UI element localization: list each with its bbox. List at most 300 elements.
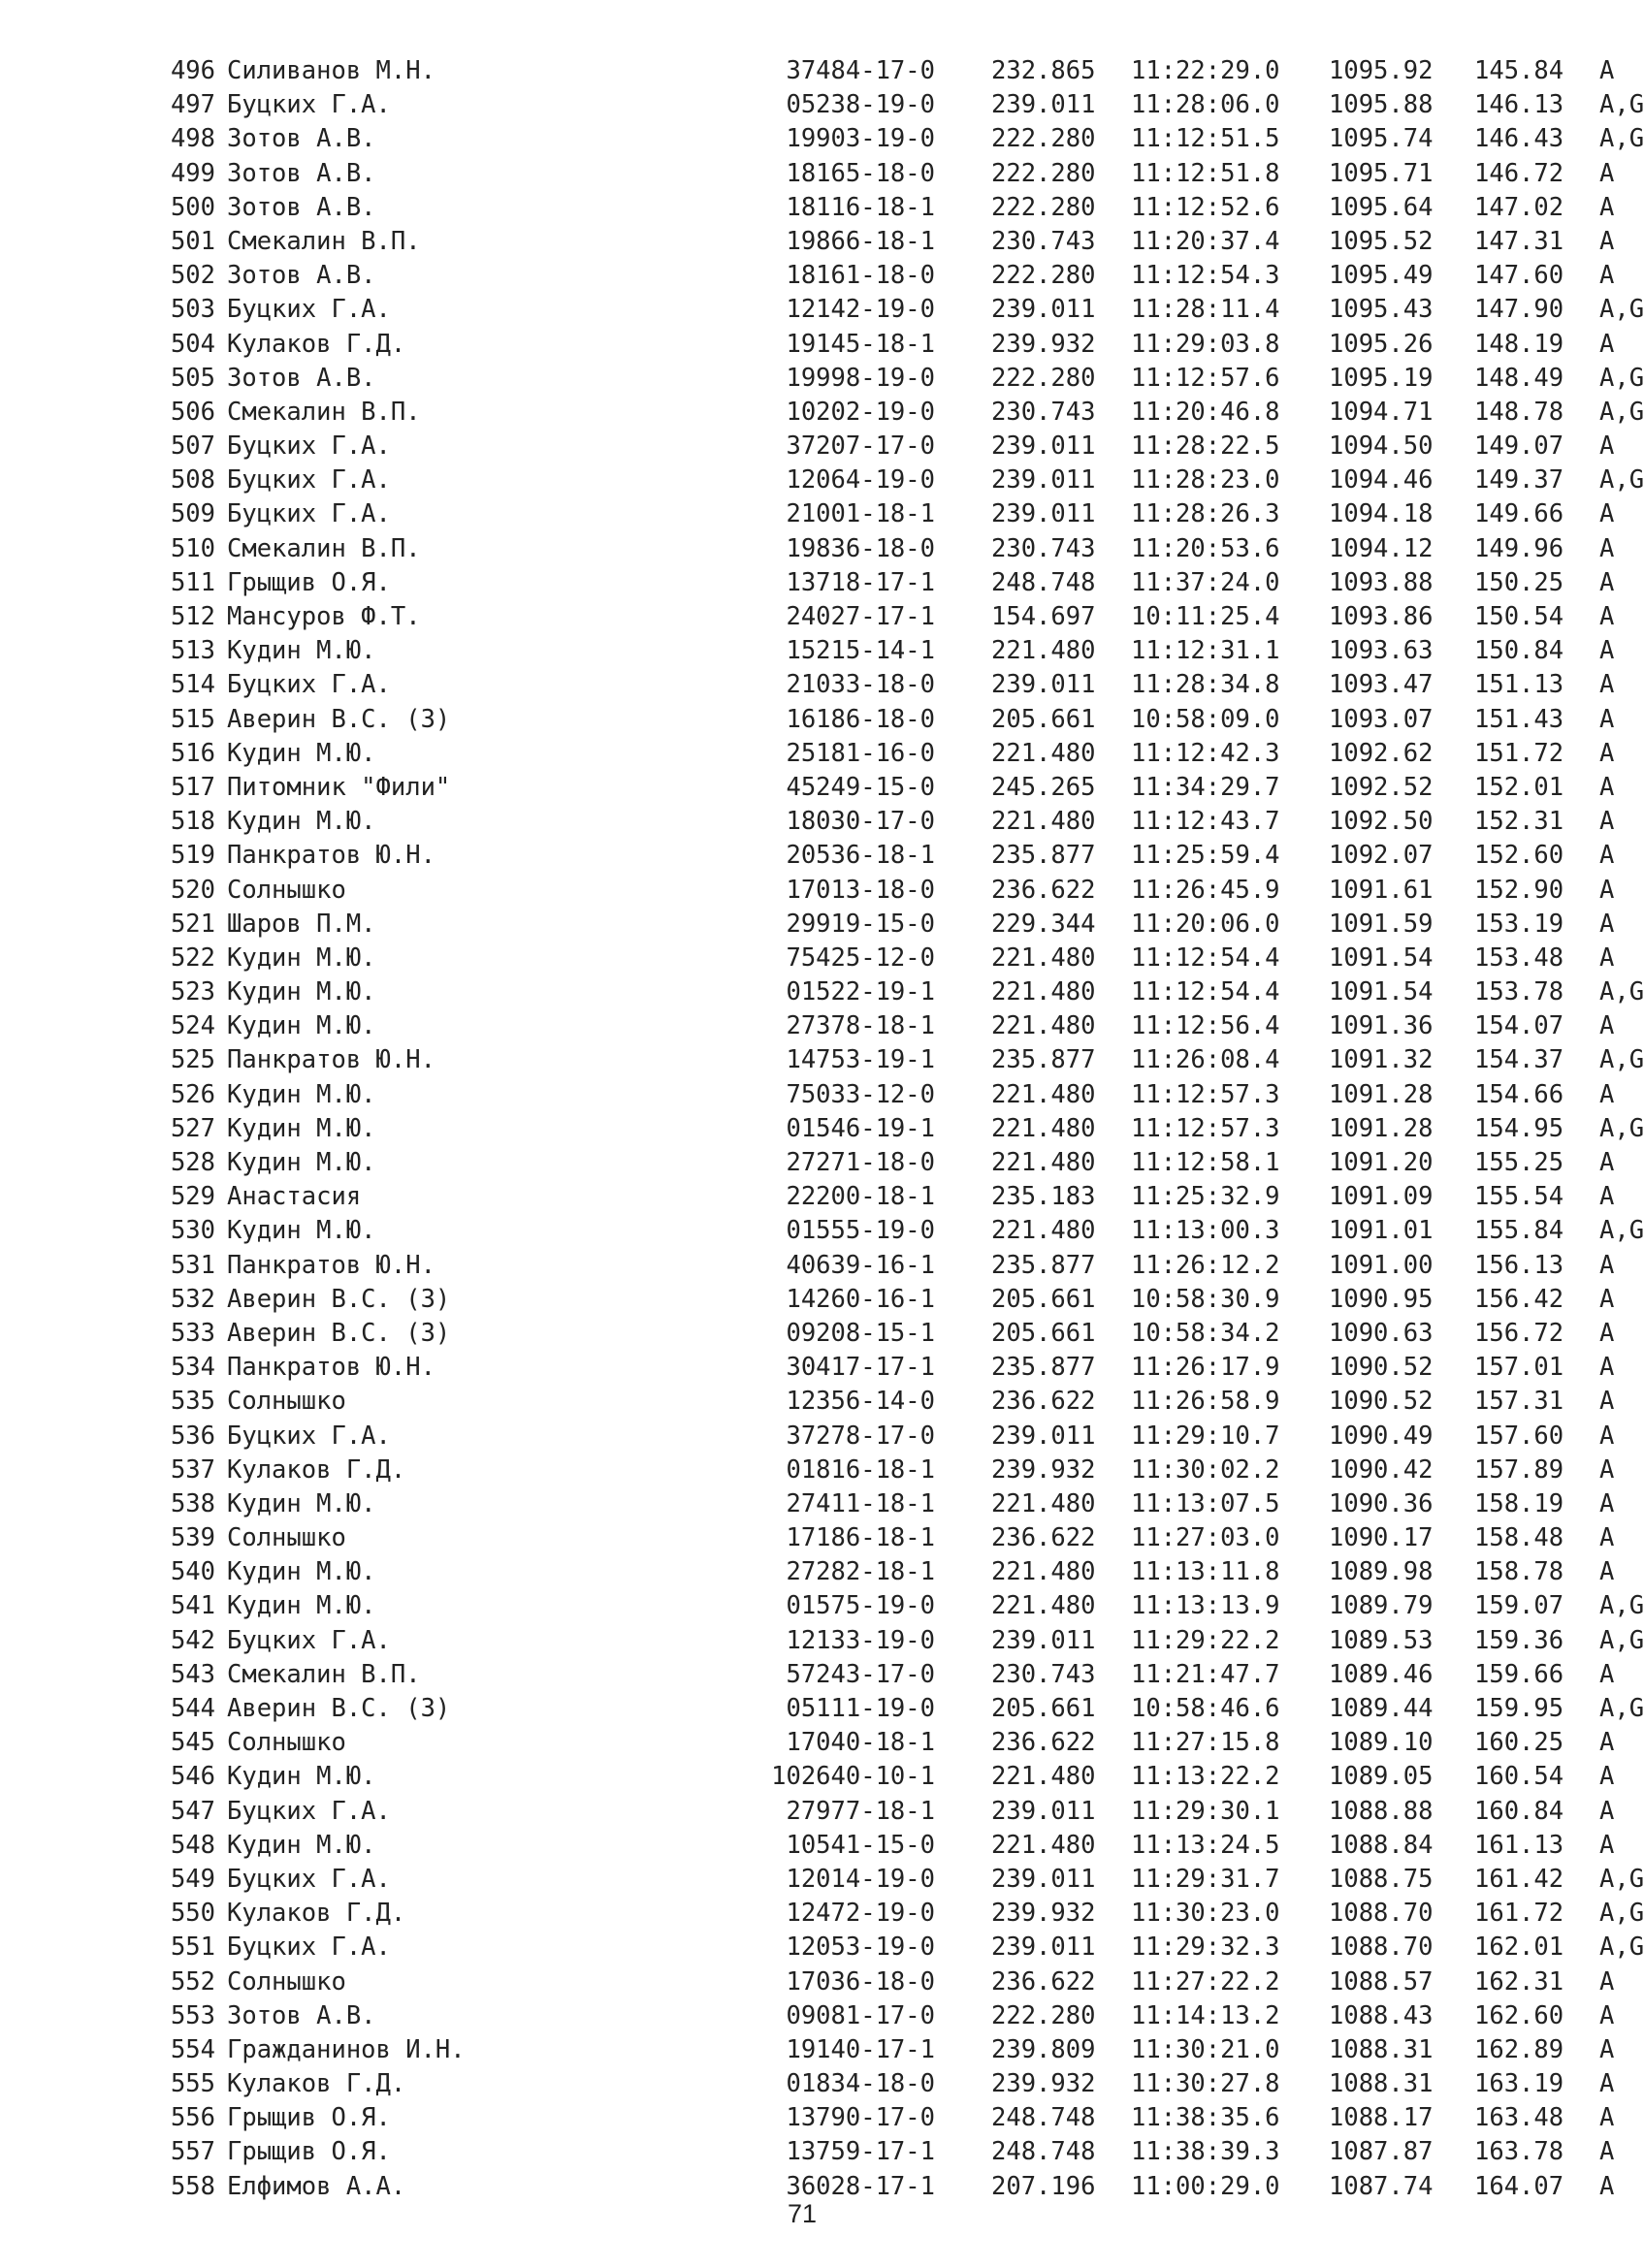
ring-number: 05238-19-0 <box>786 90 935 120</box>
ring-number: 12064-19-0 <box>786 465 935 495</box>
table-row <box>157 157 1615 191</box>
speed: 1088.17 <box>1329 2103 1434 2133</box>
arrival-time: 11:13:13.9 <box>1131 1591 1280 1621</box>
arrival-time: 11:28:26.3 <box>1131 499 1280 529</box>
coefficient: 164.07 <box>1474 2171 1564 2201</box>
row-number: 529 <box>170 1182 215 1212</box>
distance: 222.280 <box>991 192 1096 222</box>
ring-number: 01816-18-1 <box>786 1454 935 1485</box>
ring-number: 13790-17-0 <box>786 2103 935 2133</box>
row-number: 510 <box>170 533 215 563</box>
distance: 239.011 <box>991 1933 1096 1963</box>
owner-name: Солнышко <box>227 1728 346 1758</box>
ring-number: 37278-17-0 <box>786 1421 935 1451</box>
ring-number: 19866-18-1 <box>786 226 935 256</box>
row-number: 528 <box>170 1148 215 1177</box>
ring-number: 16186-18-0 <box>786 704 935 734</box>
arrival-time: 11:21:47.7 <box>1131 1659 1280 1689</box>
flags: A <box>1599 1830 1615 1860</box>
table-row <box>157 1112 1644 1146</box>
owner-name: Кудин М.Ю. <box>227 1011 376 1041</box>
flags: A,G <box>1599 1933 1644 1963</box>
owner-name: Кудин М.Ю. <box>227 1591 376 1621</box>
coefficient: 152.90 <box>1474 875 1564 905</box>
row-number: 537 <box>170 1454 215 1485</box>
ring-number: 27411-18-1 <box>786 1488 935 1518</box>
owner-name: Кудин М.Ю. <box>227 977 376 1007</box>
ring-number: 18116-18-1 <box>786 192 935 222</box>
speed: 1088.31 <box>1329 2034 1434 2064</box>
speed: 1090.52 <box>1329 1353 1434 1383</box>
flags: A <box>1599 533 1615 563</box>
coefficient: 160.84 <box>1474 1796 1564 1826</box>
owner-name: Кулаков Г.Д. <box>227 2069 406 2099</box>
owner-name: Смекалин В.П. <box>227 226 421 256</box>
ring-number: 21001-18-1 <box>786 499 935 529</box>
table-row <box>157 1760 1615 1794</box>
distance: 222.280 <box>991 124 1096 154</box>
distance: 230.743 <box>991 226 1096 256</box>
owner-name: Зотов А.В. <box>227 192 376 222</box>
arrival-time: 10:58:46.6 <box>1131 1694 1280 1723</box>
flags: A <box>1599 2000 1615 2030</box>
table-row <box>157 1180 1615 1214</box>
speed: 1090.17 <box>1329 1523 1434 1553</box>
owner-name: Смекалин В.П. <box>227 397 421 427</box>
arrival-time: 11:28:34.8 <box>1131 670 1280 700</box>
arrival-time: 11:12:57.3 <box>1131 1079 1280 1109</box>
coefficient: 146.43 <box>1474 124 1564 154</box>
owner-name: Буцких Г.А. <box>227 431 391 462</box>
distance: 239.932 <box>991 329 1096 359</box>
coefficient: 156.13 <box>1474 1250 1564 1280</box>
table-row <box>157 1283 1615 1317</box>
arrival-time: 10:11:25.4 <box>1131 602 1280 631</box>
owner-name: Буцких Г.А. <box>227 1625 391 1655</box>
table-row <box>157 771 1615 805</box>
owner-name: Кудин М.Ю. <box>227 738 376 768</box>
arrival-time: 11:12:51.8 <box>1131 158 1280 188</box>
speed: 1088.31 <box>1329 2069 1434 2099</box>
row-number: 522 <box>170 942 215 973</box>
ring-number: 12014-19-0 <box>786 1864 935 1894</box>
ring-number: 75033-12-0 <box>786 1079 935 1109</box>
coefficient: 158.48 <box>1474 1523 1564 1553</box>
owner-name: Зотов А.В. <box>227 363 376 393</box>
owner-name: Зотов А.В. <box>227 261 376 291</box>
distance: 221.480 <box>991 1762 1096 1792</box>
ring-number: 19836-18-0 <box>786 533 935 563</box>
arrival-time: 11:34:29.7 <box>1131 772 1280 802</box>
row-number: 497 <box>170 90 215 120</box>
arrival-time: 10:58:34.2 <box>1131 1318 1280 1348</box>
owner-name: Зотов А.В. <box>227 124 376 154</box>
flags: A <box>1599 2034 1615 2064</box>
ring-number: 10202-19-0 <box>786 397 935 427</box>
row-number: 511 <box>170 567 215 597</box>
owner-name: Солнышко <box>227 1966 346 1996</box>
flags: A <box>1599 942 1615 973</box>
table-row <box>157 1624 1644 1658</box>
arrival-time: 11:22:29.0 <box>1131 56 1280 85</box>
speed: 1092.50 <box>1329 807 1434 837</box>
arrival-time: 11:13:00.3 <box>1131 1216 1280 1246</box>
page-number: 71 <box>787 2199 818 2228</box>
flags: A <box>1599 1079 1615 1109</box>
arrival-time: 10:58:09.0 <box>1131 704 1280 734</box>
speed: 1088.88 <box>1329 1796 1434 1826</box>
owner-name: Аверин В.С. (З) <box>227 1284 451 1314</box>
ring-number: 19145-18-1 <box>786 329 935 359</box>
speed: 1094.18 <box>1329 499 1434 529</box>
coefficient: 154.07 <box>1474 1011 1564 1041</box>
coefficient: 153.48 <box>1474 942 1564 973</box>
arrival-time: 11:30:27.8 <box>1131 2069 1280 2099</box>
arrival-time: 11:12:57.3 <box>1131 1113 1280 1143</box>
coefficient: 163.48 <box>1474 2103 1564 2133</box>
owner-name: Буцких Г.А. <box>227 1933 391 1963</box>
row-number: 544 <box>170 1694 215 1723</box>
flags: A,G <box>1599 363 1644 393</box>
row-number: 502 <box>170 261 215 291</box>
speed: 1090.36 <box>1329 1488 1434 1518</box>
owner-name: Гражданинов И.Н. <box>227 2034 466 2064</box>
coefficient: 155.25 <box>1474 1148 1564 1177</box>
distance: 221.480 <box>991 1830 1096 1860</box>
row-number: 558 <box>170 2171 215 2201</box>
speed: 1095.64 <box>1329 192 1434 222</box>
speed: 1089.05 <box>1329 1762 1434 1792</box>
row-number: 546 <box>170 1762 215 1792</box>
row-number: 512 <box>170 602 215 631</box>
speed: 1094.50 <box>1329 431 1434 462</box>
coefficient: 149.96 <box>1474 533 1564 563</box>
distance: 229.344 <box>991 909 1096 939</box>
speed: 1087.74 <box>1329 2171 1434 2201</box>
row-number: 548 <box>170 1830 215 1860</box>
arrival-time: 11:25:59.4 <box>1131 841 1280 871</box>
owner-name: Буцких Г.А. <box>227 1421 391 1451</box>
distance: 205.661 <box>991 1318 1096 1348</box>
row-number: 500 <box>170 192 215 222</box>
row-number: 516 <box>170 738 215 768</box>
coefficient: 146.13 <box>1474 90 1564 120</box>
owner-name: Кудин М.Ю. <box>227 1079 376 1109</box>
table-row <box>157 2033 1615 2067</box>
table-row <box>157 1863 1644 1897</box>
coefficient: 148.19 <box>1474 329 1564 359</box>
flags: A <box>1599 1353 1615 1383</box>
flags: A <box>1599 636 1615 666</box>
distance: 239.011 <box>991 295 1096 325</box>
owner-name: Аверин В.С. (З) <box>227 1694 451 1723</box>
coefficient: 152.31 <box>1474 807 1564 837</box>
table-row <box>157 259 1615 293</box>
distance: 222.280 <box>991 2000 1096 2030</box>
coefficient: 149.37 <box>1474 465 1564 495</box>
arrival-time: 11:25:32.9 <box>1131 1182 1280 1212</box>
owner-name: Панкратов Ю.Н. <box>227 1250 435 1280</box>
distance: 239.011 <box>991 1625 1096 1655</box>
arrival-time: 11:12:31.1 <box>1131 636 1280 666</box>
flags: A,G <box>1599 1216 1644 1246</box>
row-number: 504 <box>170 329 215 359</box>
flags: A <box>1599 2103 1615 2133</box>
speed: 1089.53 <box>1329 1625 1434 1655</box>
speed: 1088.75 <box>1329 1864 1434 1894</box>
row-number: 557 <box>170 2137 215 2167</box>
arrival-time: 11:12:51.5 <box>1131 124 1280 154</box>
ring-number: 01522-19-1 <box>786 977 935 1007</box>
flags: A,G <box>1599 90 1644 120</box>
speed: 1091.36 <box>1329 1011 1434 1041</box>
distance: 239.932 <box>991 1454 1096 1485</box>
flags: A <box>1599 875 1615 905</box>
arrival-time: 11:12:54.3 <box>1131 261 1280 291</box>
flags: A,G <box>1599 1899 1644 1929</box>
flags: A,G <box>1599 1694 1644 1723</box>
ring-number: 14260-16-1 <box>786 1284 935 1314</box>
distance: 221.480 <box>991 1216 1096 1246</box>
coefficient: 149.66 <box>1474 499 1564 529</box>
ring-number: 27282-18-1 <box>786 1557 935 1587</box>
row-number: 513 <box>170 636 215 666</box>
owner-name: Смекалин В.П. <box>227 1659 421 1689</box>
coefficient: 158.19 <box>1474 1488 1564 1518</box>
row-number: 509 <box>170 499 215 529</box>
distance: 239.011 <box>991 1796 1096 1826</box>
arrival-time: 11:26:45.9 <box>1131 875 1280 905</box>
ring-number: 15215-14-1 <box>786 636 935 666</box>
coefficient: 163.78 <box>1474 2137 1564 2167</box>
row-number: 498 <box>170 124 215 154</box>
owner-name: Кудин М.Ю. <box>227 1148 376 1177</box>
ring-number: 36028-17-1 <box>786 2171 935 2201</box>
ring-number: 14753-19-1 <box>786 1045 935 1075</box>
coefficient: 147.60 <box>1474 261 1564 291</box>
speed: 1095.26 <box>1329 329 1434 359</box>
speed: 1089.44 <box>1329 1694 1434 1723</box>
table-row <box>157 1692 1644 1726</box>
table-row <box>157 942 1615 975</box>
ring-number: 21033-18-0 <box>786 670 935 700</box>
row-number: 554 <box>170 2034 215 2064</box>
table-row <box>157 1726 1615 1760</box>
table-row <box>157 2101 1615 2135</box>
flags: A <box>1599 841 1615 871</box>
speed: 1089.10 <box>1329 1728 1434 1758</box>
coefficient: 162.89 <box>1474 2034 1564 2064</box>
owner-name: Кудин М.Ю. <box>227 1762 376 1792</box>
arrival-time: 11:12:43.7 <box>1131 807 1280 837</box>
flags: A <box>1599 1488 1615 1518</box>
ring-number: 27378-18-1 <box>786 1011 935 1041</box>
arrival-time: 11:37:24.0 <box>1131 567 1280 597</box>
owner-name: Буцких Г.А. <box>227 1864 391 1894</box>
row-number: 533 <box>170 1318 215 1348</box>
row-number: 552 <box>170 1966 215 1996</box>
owner-name: Буцких Г.А. <box>227 670 391 700</box>
table-row <box>157 122 1644 156</box>
distance: 221.480 <box>991 1488 1096 1518</box>
flags: A <box>1599 1421 1615 1451</box>
arrival-time: 11:29:03.8 <box>1131 329 1280 359</box>
table-row <box>157 874 1615 908</box>
table-row <box>157 1931 1644 1965</box>
table-row <box>157 1658 1615 1692</box>
speed: 1088.43 <box>1329 2000 1434 2030</box>
row-number: 534 <box>170 1353 215 1383</box>
speed: 1093.88 <box>1329 567 1434 597</box>
owner-name: Аверин В.С. (З) <box>227 704 451 734</box>
distance: 235.877 <box>991 1250 1096 1280</box>
coefficient: 150.25 <box>1474 567 1564 597</box>
arrival-time: 11:12:57.6 <box>1131 363 1280 393</box>
arrival-time: 11:38:35.6 <box>1131 2103 1280 2133</box>
row-number: 542 <box>170 1625 215 1655</box>
row-number: 525 <box>170 1045 215 1075</box>
flags: A,G <box>1599 1045 1644 1075</box>
ring-number: 37207-17-0 <box>786 431 935 462</box>
speed: 1091.00 <box>1329 1250 1434 1280</box>
flags: A,G <box>1599 295 1644 325</box>
coefficient: 154.37 <box>1474 1045 1564 1075</box>
row-number: 532 <box>170 1284 215 1314</box>
flags: A <box>1599 738 1615 768</box>
owner-name: Кудин М.Ю. <box>227 636 376 666</box>
arrival-time: 11:12:58.1 <box>1131 1148 1280 1177</box>
ring-number: 18030-17-0 <box>786 807 935 837</box>
speed: 1088.70 <box>1329 1933 1434 1963</box>
table-row <box>157 1521 1615 1555</box>
row-number: 496 <box>170 56 215 85</box>
distance: 222.280 <box>991 158 1096 188</box>
distance: 221.480 <box>991 1011 1096 1041</box>
arrival-time: 11:30:02.2 <box>1131 1454 1280 1485</box>
coefficient: 151.13 <box>1474 670 1564 700</box>
distance: 221.480 <box>991 738 1096 768</box>
distance: 221.480 <box>991 1079 1096 1109</box>
flags: A,G <box>1599 465 1644 495</box>
flags: A <box>1599 1728 1615 1758</box>
owner-name: Шаров П.М. <box>227 909 376 939</box>
ring-number: 17186-18-1 <box>786 1523 935 1553</box>
distance: 239.011 <box>991 1421 1096 1451</box>
coefficient: 160.25 <box>1474 1728 1564 1758</box>
table-row <box>157 1589 1644 1623</box>
table-row <box>157 975 1644 1009</box>
ring-number: 24027-17-1 <box>786 602 935 631</box>
row-number: 539 <box>170 1523 215 1553</box>
distance: 239.011 <box>991 670 1096 700</box>
owner-name: Солнышко <box>227 1523 346 1553</box>
speed: 1087.87 <box>1329 2137 1434 2167</box>
flags: A <box>1599 807 1615 837</box>
arrival-time: 11:20:06.0 <box>1131 909 1280 939</box>
row-number: 535 <box>170 1387 215 1417</box>
ring-number: 30417-17-1 <box>786 1353 935 1383</box>
coefficient: 163.19 <box>1474 2069 1564 2099</box>
row-number: 555 <box>170 2069 215 2099</box>
arrival-time: 11:26:12.2 <box>1131 1250 1280 1280</box>
flags: A <box>1599 2137 1615 2167</box>
arrival-time: 11:28:11.4 <box>1131 295 1280 325</box>
flags: A,G <box>1599 1864 1644 1894</box>
table-row <box>157 737 1615 771</box>
row-number: 531 <box>170 1250 215 1280</box>
table-row <box>157 1146 1615 1180</box>
arrival-time: 11:28:22.5 <box>1131 431 1280 462</box>
flags: A <box>1599 1148 1615 1177</box>
coefficient: 155.84 <box>1474 1216 1564 1246</box>
distance: 239.011 <box>991 499 1096 529</box>
flags: A <box>1599 2069 1615 2099</box>
coefficient: 162.60 <box>1474 2000 1564 2030</box>
flags: A,G <box>1599 397 1644 427</box>
speed: 1091.59 <box>1329 909 1434 939</box>
distance: 221.480 <box>991 1148 1096 1177</box>
arrival-time: 11:12:56.4 <box>1131 1011 1280 1041</box>
row-number: 547 <box>170 1796 215 1826</box>
arrival-time: 11:12:42.3 <box>1131 738 1280 768</box>
arrival-time: 11:13:24.5 <box>1131 1830 1280 1860</box>
distance: 236.622 <box>991 1966 1096 1996</box>
flags: A,G <box>1599 1591 1644 1621</box>
arrival-time: 11:30:23.0 <box>1131 1899 1280 1929</box>
table-row <box>157 2067 1615 2101</box>
distance: 221.480 <box>991 807 1096 837</box>
flags: A <box>1599 2171 1615 2201</box>
distance: 236.622 <box>991 1728 1096 1758</box>
speed: 1092.52 <box>1329 772 1434 802</box>
ring-number: 19903-19-0 <box>786 124 935 154</box>
owner-name: Зотов А.В. <box>227 158 376 188</box>
distance: 236.622 <box>991 1387 1096 1417</box>
arrival-time: 11:28:23.0 <box>1131 465 1280 495</box>
owner-name: Кудин М.Ю. <box>227 1557 376 1587</box>
distance: 207.196 <box>991 2171 1096 2201</box>
table-row <box>157 1999 1615 2033</box>
arrival-time: 11:14:13.2 <box>1131 2000 1280 2030</box>
coefficient: 159.66 <box>1474 1659 1564 1689</box>
flags: A <box>1599 1250 1615 1280</box>
distance: 236.622 <box>991 875 1096 905</box>
row-number: 508 <box>170 465 215 495</box>
flags: A <box>1599 909 1615 939</box>
table-row <box>157 634 1615 668</box>
coefficient: 152.01 <box>1474 772 1564 802</box>
speed: 1090.63 <box>1329 1318 1434 1348</box>
owner-name: Кудин М.Ю. <box>227 1830 376 1860</box>
row-number: 521 <box>170 909 215 939</box>
distance: 235.877 <box>991 1353 1096 1383</box>
distance: 230.743 <box>991 1659 1096 1689</box>
table-row <box>157 225 1615 259</box>
coefficient: 155.54 <box>1474 1182 1564 1212</box>
distance: 221.480 <box>991 977 1096 1007</box>
owner-name: Буцких Г.А. <box>227 499 391 529</box>
row-number: 524 <box>170 1011 215 1041</box>
row-number: 556 <box>170 2103 215 2133</box>
arrival-time: 11:29:22.2 <box>1131 1625 1280 1655</box>
coefficient: 162.31 <box>1474 1966 1564 1996</box>
ring-number: 17013-18-0 <box>786 875 935 905</box>
ring-number: 19140-17-1 <box>786 2034 935 2064</box>
distance: 236.622 <box>991 1523 1096 1553</box>
coefficient: 150.54 <box>1474 602 1564 631</box>
owner-name: Смекалин В.П. <box>227 533 421 563</box>
table-row <box>157 54 1615 88</box>
